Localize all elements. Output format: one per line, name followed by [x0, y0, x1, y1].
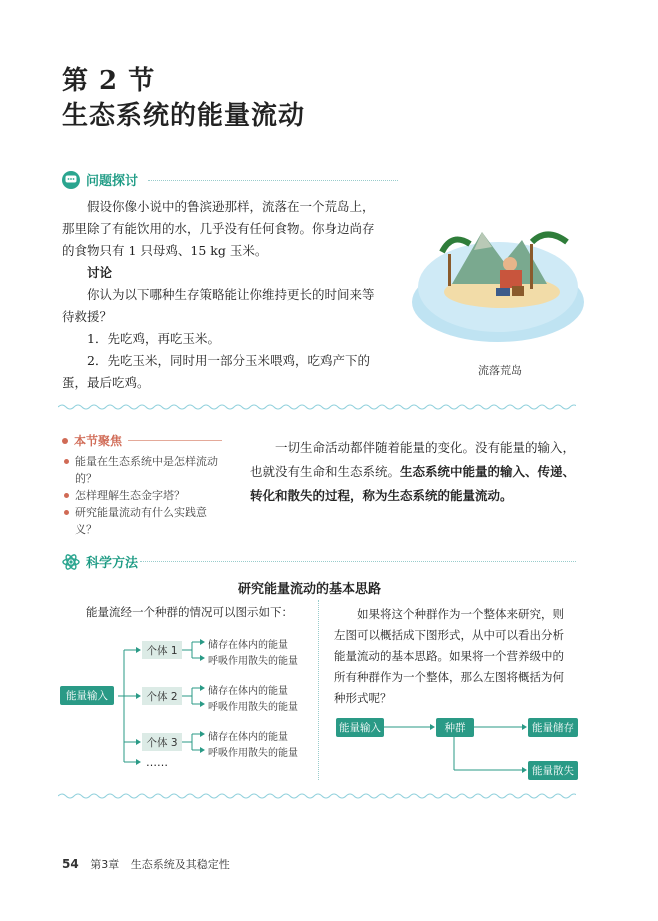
ellipsis: ……: [146, 756, 168, 769]
stored-energy-label: 储存在体内的能量: [208, 640, 288, 651]
problem-line: 的食物只有 1 只母鸡、15 kg 玉米。: [62, 243, 268, 258]
intro-paragraph: [250, 436, 580, 508]
right-line: 能量流动的基本思路。如果将一个营养级中的: [334, 649, 564, 663]
problem-line: 假设你像小说中的鲁滨逊那样，流落在一个荒岛上，: [87, 199, 375, 214]
right-explanation: [334, 604, 580, 709]
respiration-loss-label: 呼吸作用散失的能量: [208, 702, 298, 713]
focus-item: 能量在生态系统中是怎样流动: [62, 453, 222, 470]
problem-text: [62, 196, 402, 394]
focus-item: 研究能量流动有什么实践意义？: [62, 504, 222, 538]
respiration-loss-label: 呼吸作用散失的能量: [208, 656, 298, 667]
wavy-divider: [58, 403, 576, 411]
energy-loss-box: 能量散失: [528, 761, 578, 780]
wavy-divider: [58, 792, 576, 800]
question-line: 待救援？: [62, 309, 113, 324]
option-item: 1．先吃鸡，再吃玉米。: [87, 331, 220, 346]
intro-line: 转化和散失的过程，称为生态系统的能量流动。: [250, 488, 513, 503]
column-separator: [318, 600, 319, 780]
intro-line: 也就没有生命和生态系统。生态系统中能量的输入、传递、: [250, 464, 576, 479]
option-item: 蛋，最后吃鸡。: [62, 375, 150, 390]
right-line: 左图可以概括成下图形式，从中可以看出分析: [334, 628, 564, 642]
stored-energy-label: 储存在体内的能量: [208, 732, 288, 743]
discuss-label: 讨论: [87, 265, 113, 280]
bullet-icon: [64, 493, 69, 498]
right-line: 如果将这个种群作为一个整体来研究，则: [357, 607, 564, 621]
focus-item: 怎样理解生态金字塔？: [62, 487, 222, 504]
chapter-title: 生态系统及其稳定性: [130, 858, 230, 871]
bullet-icon: [64, 510, 69, 515]
individual-box: 个体 1: [142, 641, 182, 659]
question-line: 你认为以下哪种生存策略能让你维持更长的时间来等: [87, 287, 375, 302]
chapter-number: 第3章: [90, 858, 120, 871]
energy-input-box: 能量输入: [336, 718, 384, 737]
island-illustration: [412, 192, 584, 342]
chat-bubble-icon: [62, 171, 80, 189]
population-box: 种群: [436, 718, 474, 737]
focus-dot-icon: [62, 438, 68, 444]
page-footer: [62, 856, 230, 872]
energy-input-box: 能量输入: [60, 686, 114, 705]
intro-line: 一切生命活动都伴随着能量的变化。没有能量的输入，: [275, 440, 576, 455]
energy-store-box: 能量储存: [528, 718, 578, 737]
focus-heading: 本节聚焦: [74, 434, 123, 448]
method-heading-label: 科学方法: [86, 556, 139, 571]
option-item: 2．先吃玉米，同时用一部分玉米喂鸡，吃鸡产下的: [87, 353, 370, 368]
right-line: 所有种群作为一个整体，那么左图将概括为何: [334, 670, 564, 684]
section-number: 第 2 节: [62, 66, 156, 96]
image-caption: 流落荒岛: [478, 364, 522, 377]
heading-rule: [148, 180, 398, 181]
stored-energy-label: 储存在体内的能量: [208, 686, 288, 697]
page-number: 54: [62, 857, 79, 871]
atom-icon: [62, 553, 80, 571]
bullet-icon: [64, 459, 69, 464]
focus-item-cont: 的？: [75, 472, 97, 485]
problem-heading: [62, 170, 138, 189]
problem-line: 那里除了有能饮用的水，几乎没有任何食物。你身边尚存: [62, 221, 375, 236]
method-title: 研究能量流动的基本思路: [238, 582, 382, 597]
method-rule: [140, 561, 576, 562]
problem-heading-label: 问题探讨: [86, 174, 139, 189]
individual-box: 个体 3: [142, 733, 182, 751]
left-intro: 能量流经一个种群的情况可以图示如下：: [86, 605, 293, 619]
page-title: 生态系统的能量流动: [62, 101, 306, 131]
method-heading: [62, 552, 138, 571]
individual-box: 个体 2: [142, 687, 182, 705]
focus-rule: [128, 440, 222, 441]
right-line: 种形式呢？: [334, 691, 392, 705]
focus-box: [62, 432, 222, 538]
respiration-loss-label: 呼吸作用散失的能量: [208, 748, 298, 759]
